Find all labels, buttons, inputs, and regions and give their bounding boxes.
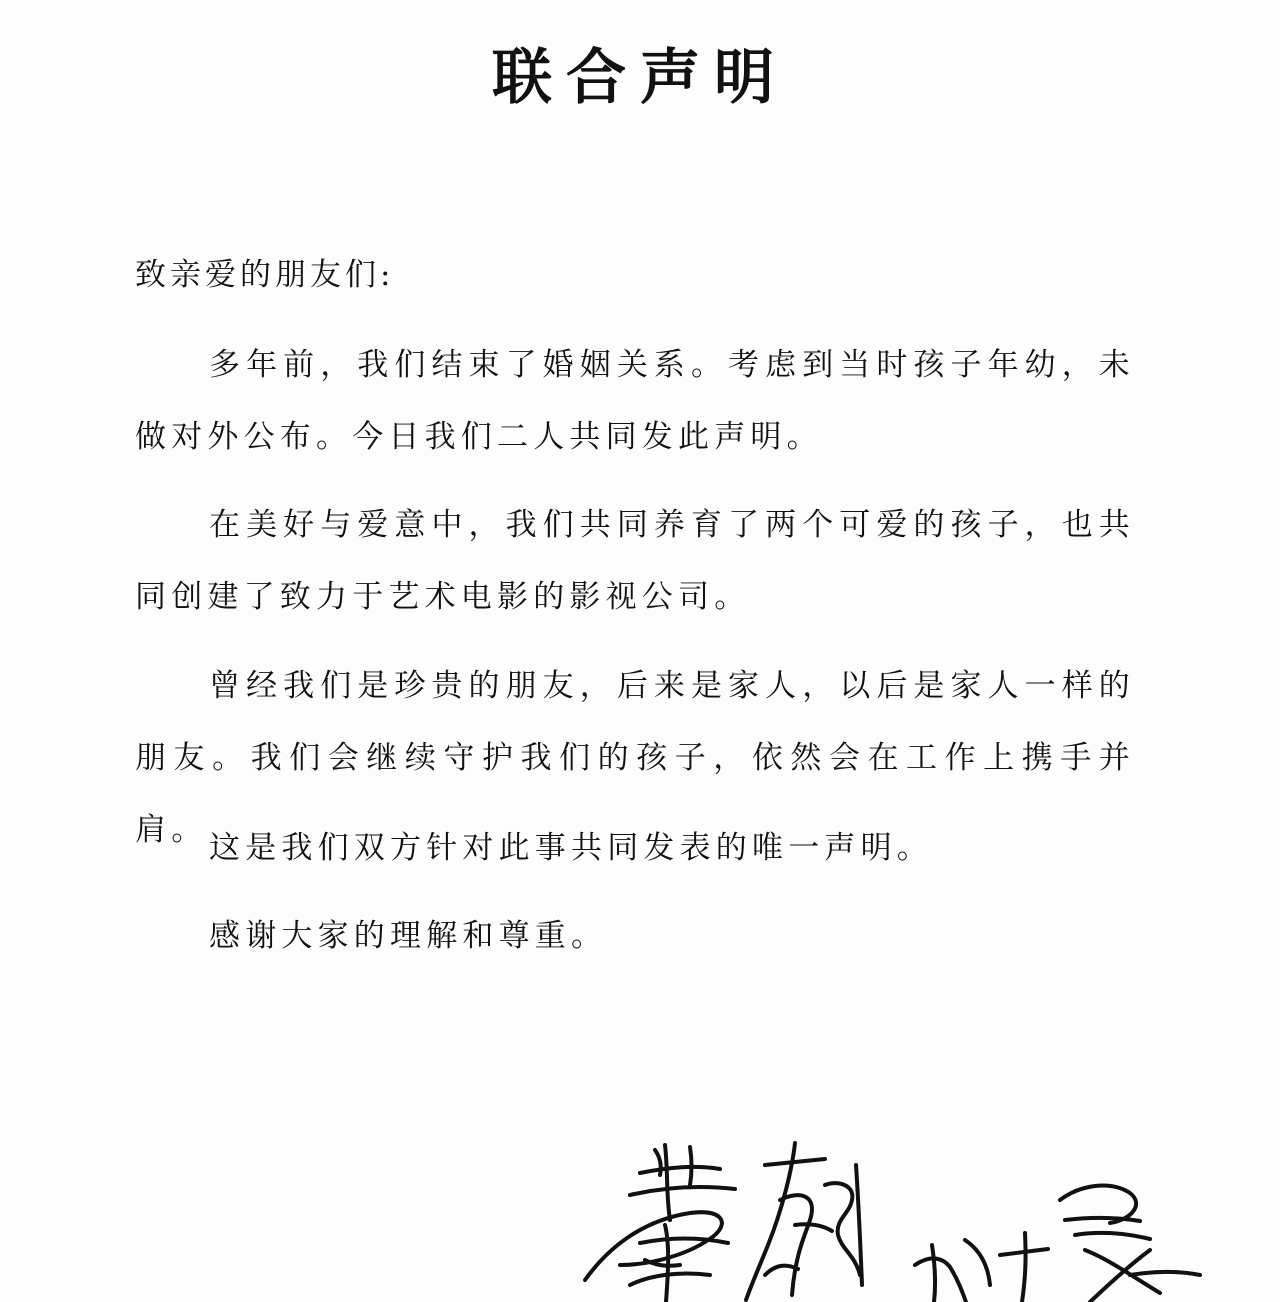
signature-stroke-group-3 (915, 1186, 1200, 1302)
handwritten-signature-icon (570, 1125, 1210, 1302)
signature-stroke-group-2 (746, 1143, 862, 1300)
paragraph-3: 曾经我们是珍贵的朋友，后来是家人，以后是家人一样的朋友。我们会继续守护我们的孩子，依然会在工作上携手并肩。 (135, 668, 1135, 848)
paragraph-5: 感谢大家的理解和尊重。 (209, 918, 608, 954)
paragraph-2: 在美好与爱意中，我们共同养育了两个可爱的孩子，也共同创建了致力于艺术电影的影视公司。 (135, 507, 1135, 615)
document-title: 联合声明 (492, 43, 788, 113)
signature-stroke-group-1 (585, 1145, 735, 1302)
paragraph-4: 这是我们双方针对此事共同发表的唯一声明。 (209, 830, 933, 866)
paragraph-1: 多年前，我们结束了婚姻关系。考虑到当时孩子年幼，未做对外公布。今日我们二人共同发此声明。 (135, 347, 1135, 455)
salutation: 致亲爱的朋友们: (135, 257, 395, 293)
